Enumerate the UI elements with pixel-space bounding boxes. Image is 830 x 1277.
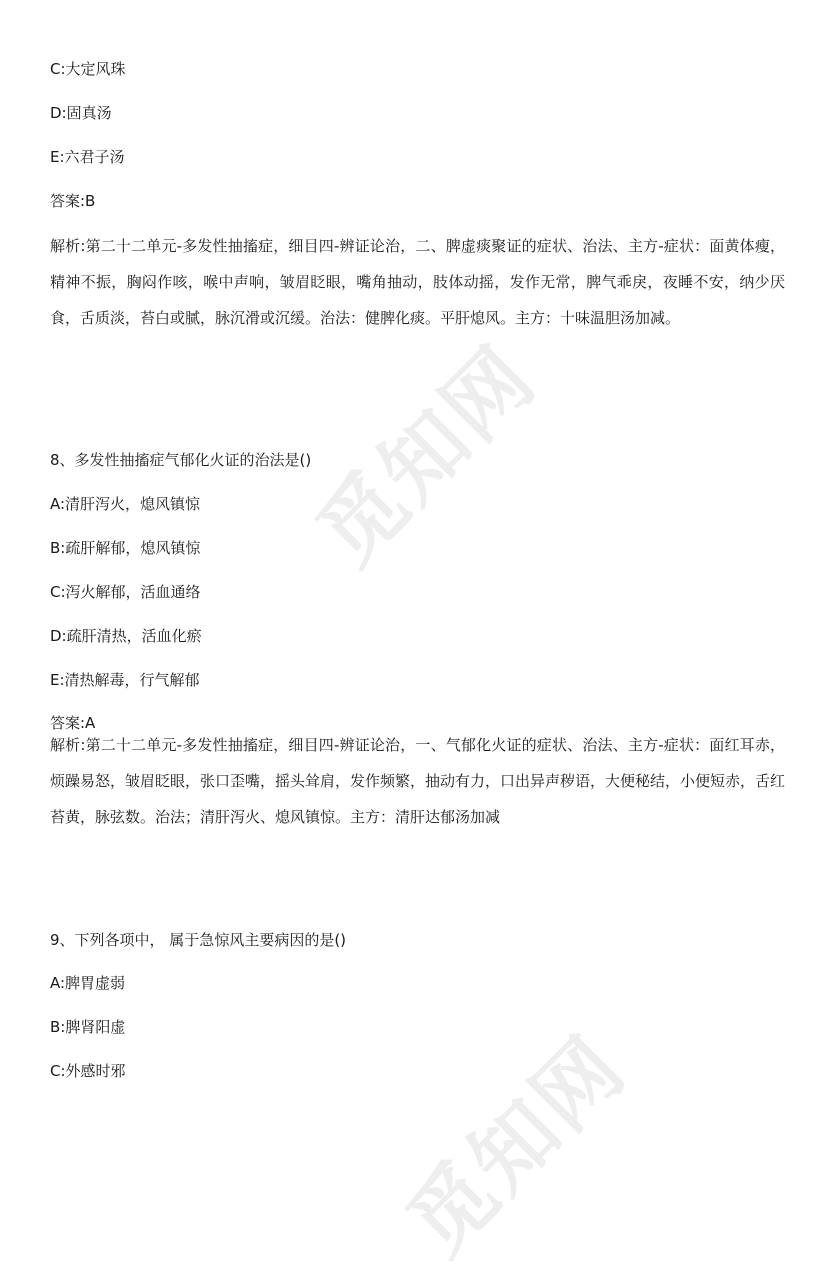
watermark: 觅知网: [298, 327, 555, 584]
q8-option-d: D:疏肝清热，活血化瘀: [50, 627, 202, 645]
q9-option-c: C:外感时邪: [50, 1062, 126, 1080]
q8-option-c: C:泻火解郁，活血通络: [50, 583, 201, 601]
q8-analysis: 解析:第二十二单元-多发性抽搐症，细目四-辨证论治，一、气郁化火证的症状、治法、主方-症状：面红耳赤，烦躁易怒，皱眉眨眼，张口歪嘴，摇头耸肩，发作频繁，抽动有力，口出异声秽语，大便秘结，小便短赤，舌红苔黄，脉弦数。治法；清肝泻火、熄风镇惊。主方：清肝达郁汤加减: [50, 736, 786, 826]
q9-option-a: A:脾胃虚弱: [50, 974, 126, 992]
watermark: 觅知网: [388, 1017, 645, 1274]
q8-option-e: E:清热解毒，行气解郁: [50, 671, 200, 689]
option-d: D:固真汤: [50, 104, 112, 122]
q8-option-b: B:疏肝解郁，熄风镇惊: [50, 539, 201, 557]
q9-option-b: B:脾肾阳虚: [50, 1018, 126, 1036]
q8-option-a: A:清肝泻火，熄风镇惊: [50, 495, 201, 513]
q8-answer: 答案:A: [50, 714, 96, 732]
option-c: C:大定风珠: [50, 60, 126, 78]
question-9: 9、下列各项中， 属于急惊风主要病因的是(): [50, 931, 347, 949]
question-8: 8、多发性抽搐症气郁化火证的治法是(): [50, 451, 312, 469]
analysis: 解析:第二十二单元-多发性抽搐症，细目四-辨证论治，二、脾虚痰聚证的症状、治法、主方-症状：面黄体瘦，精神不振，胸闷作咳，喉中声响，皱眉眨眼，嘴角抽动，肢体动摇，发作无常，脾气乖戾，夜睡不安，纳少厌食，舌质淡，苔白或腻，脉沉滑或沉缓。治法：健脾化痰。平肝熄风。主方：十味温胆汤加减。: [50, 237, 785, 327]
answer: 答案:B: [50, 192, 96, 210]
option-e: E:六君子汤: [50, 148, 125, 166]
